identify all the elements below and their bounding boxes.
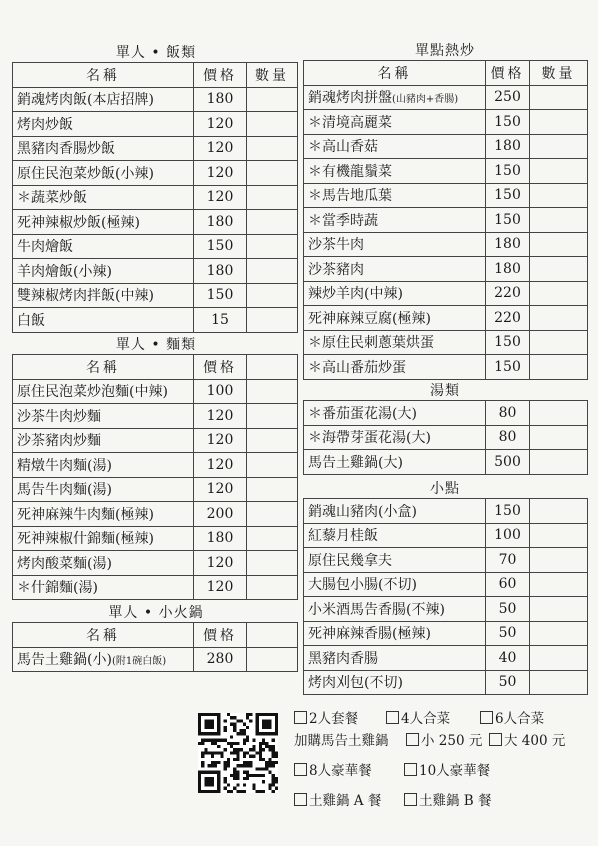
item-name [304,85,486,110]
snack-menu-table [303,498,588,695]
item-name [304,523,486,548]
item-price: 120 [194,185,247,210]
item-name [304,499,486,524]
checkbox-icon[interactable] [404,763,417,776]
option-set-2[interactable]: 2人套餐 [294,707,358,727]
item-name-text: 辣炒羊肉(中辣) [308,286,403,303]
item-name [304,646,486,671]
menu-row [13,234,298,259]
item-price: 100 [194,379,247,404]
item-name-text: 羊肉燴飯(小辣) [17,263,112,280]
item-name-text: 精燉牛肉麵(湯) [17,457,112,474]
quantity-cell[interactable] [530,110,588,135]
item-price: 150 [194,283,247,308]
rice-menu-table [12,62,298,333]
item-price: 120 [194,453,247,478]
item-price: 180 [486,257,530,282]
item-name-text: 沙茶豬肉炒麵 [17,433,101,450]
menu-row [13,379,298,404]
item-name [304,425,486,450]
item-name-text: 死神麻辣豆腐(極辣) [308,310,431,327]
item-name-text: 紅藜月桂飯 [308,528,378,545]
item-name-text: 黑豬肉香腸炒飯 [17,141,115,158]
menu-row [304,548,588,573]
item-name [304,330,486,355]
item-name [13,234,194,259]
quantity-cell[interactable] [530,330,588,355]
item-name [304,134,486,159]
menu-row [304,281,588,306]
item-price: 80 [486,425,530,450]
quantity-cell[interactable] [247,428,298,453]
item-price: 150 [486,330,530,355]
menu-row [13,87,298,112]
option-addon-large[interactable]: 大 400 元 [489,729,565,749]
checkbox-icon[interactable] [386,711,399,724]
item-price: 120 [194,404,247,429]
item-name-text: ＊原住民刺蔥葉烘蛋 [308,335,434,352]
checkbox-icon[interactable] [480,711,493,724]
quantity-cell[interactable] [530,159,588,184]
quantity-cell[interactable] [530,572,588,597]
quantity-cell[interactable] [247,379,298,404]
item-name [304,572,486,597]
quantity-cell[interactable] [530,548,588,573]
quantity-cell[interactable] [247,453,298,478]
menu-row [13,210,298,235]
item-price: 200 [194,502,247,527]
menu-row [304,572,588,597]
item-price: 70 [486,548,530,573]
menu-row [13,428,298,453]
item-note: (附1碗白飯) [111,656,167,668]
option-pot-a[interactable]: 土雞鍋 A 餐 [294,789,381,809]
item-name [13,210,194,235]
item-name-text: 銷魂烤肉飯(本店招牌) [17,92,154,109]
item-name [13,308,194,333]
quantity-cell[interactable] [247,283,298,308]
item-name-text: 馬告土雞鍋(大) [308,454,403,471]
quantity-cell[interactable] [247,575,298,600]
item-price: 150 [486,499,530,524]
soup-section-title: 湯類 [430,383,460,399]
quantity-cell[interactable] [247,259,298,284]
item-price: 80 [486,401,530,426]
menu-row [13,308,298,333]
menu-row [13,404,298,429]
item-price: 50 [486,597,530,622]
menu-row [304,355,588,380]
item-price: 40 [486,646,530,671]
item-name-text: 銷魂烤肉拼盤 [308,90,392,107]
item-price: 60 [486,572,530,597]
menu-row [304,523,588,548]
item-price: 180 [194,259,247,284]
item-price: 180 [194,210,247,235]
item-name [304,401,486,426]
checkbox-icon[interactable] [294,711,307,724]
column-header-price: 價格 [194,355,247,380]
ala-carte-section-title: 單點熱炒 [415,43,475,59]
menu-row [304,183,588,208]
item-name [304,281,486,306]
item-price: 180 [486,134,530,159]
menu-row [13,551,298,576]
noodle-section-title: 單人 • 麵類 [115,337,197,353]
item-name-text: 大腸包小腸(不切) [308,577,417,594]
item-price: 120 [194,428,247,453]
item-name-text: 死神麻辣牛肉麵(極辣) [17,506,154,523]
item-name [13,185,194,210]
column-header-qty [247,623,298,648]
quantity-cell[interactable] [530,85,588,110]
menu-row [304,257,588,282]
quantity-cell[interactable] [530,499,588,524]
item-price: 50 [486,621,530,646]
item-name [13,551,194,576]
item-name [304,621,486,646]
quantity-cell[interactable] [530,281,588,306]
quantity-cell[interactable] [247,551,298,576]
menu-row [304,670,588,695]
quantity-cell[interactable] [530,401,588,426]
quantity-cell[interactable] [530,670,588,695]
item-name-text: 死神辣椒炒飯(極辣) [17,214,140,231]
item-name-text: 沙茶豬肉 [308,261,364,278]
quantity-cell[interactable] [247,185,298,210]
menu-row [304,85,588,110]
qr-code-icon[interactable] [198,713,278,793]
hotpot-section-title: 單人 • 小火鍋 [108,605,204,621]
item-name-text: 死神麻辣香腸(極辣) [308,626,431,643]
item-name-text: 死神辣椒什錦麵(極辣) [17,531,154,548]
column-header-price: 價格 [194,623,247,648]
item-price: 150 [486,208,530,233]
item-name-text: 銷魂山豬肉(小盒) [308,503,417,520]
menu-row [13,502,298,527]
item-price: 15 [194,308,247,333]
quantity-cell[interactable] [247,234,298,259]
item-name-text: ＊清境高麗菜 [308,114,392,131]
item-name [304,355,486,380]
menu-row [13,185,298,210]
item-price: 180 [194,87,247,112]
item-name [13,112,194,137]
quantity-cell[interactable] [247,404,298,429]
item-name [304,232,486,257]
option-pot-b[interactable]: 土雞鍋 B 餐 [404,789,492,809]
item-name [13,647,194,672]
column-header-qty [247,355,298,380]
soup-menu-table [303,400,588,475]
item-name [304,450,486,475]
quantity-cell[interactable] [530,183,588,208]
item-price: 120 [194,136,247,161]
item-name-text: ＊馬告地瓜葉 [308,188,392,205]
item-price: 180 [194,526,247,551]
quantity-cell[interactable] [247,210,298,235]
ala-carte-menu-table [303,60,588,380]
quantity-cell[interactable] [247,526,298,551]
menu-row [304,425,588,450]
item-note: (山豬肉+香腸) [392,94,459,106]
item-name-text: 黑豬肉香腸 [308,650,378,667]
quantity-cell[interactable] [247,161,298,186]
quantity-cell[interactable] [530,646,588,671]
rice-section-title: 單人 • 飯類 [115,45,197,61]
quantity-cell[interactable] [247,477,298,502]
item-price: 150 [194,234,247,259]
item-price: 120 [194,161,247,186]
item-name [13,575,194,600]
item-name-text: 烤肉酸菜麵(湯) [17,555,112,572]
option-set-4[interactable]: 4人合菜 [386,707,450,727]
menu-row [304,646,588,671]
checkbox-icon[interactable] [294,763,307,776]
item-name-text: 沙茶牛肉炒麵 [17,408,101,425]
item-name [13,87,194,112]
item-name-text: ＊高山香菇 [308,139,378,156]
item-price: 100 [486,523,530,548]
quantity-cell[interactable] [530,208,588,233]
item-name [13,502,194,527]
column-header-price: 價格 [486,61,530,86]
item-name [13,526,194,551]
quantity-cell[interactable] [247,87,298,112]
menu-row [13,283,298,308]
menu-row [304,306,588,331]
checkbox-icon[interactable] [406,733,419,746]
checkbox-icon[interactable] [489,733,502,746]
item-name [304,306,486,331]
item-name [304,548,486,573]
item-name [304,257,486,282]
quantity-cell[interactable] [247,112,298,137]
item-name-text: 原住民泡菜炒泡麵(中辣) [17,384,168,401]
quantity-cell[interactable] [247,136,298,161]
item-name [304,597,486,622]
item-name-text: 烤肉炒飯 [17,116,73,133]
item-price: 120 [194,112,247,137]
quantity-cell[interactable] [247,308,298,333]
menu-row [13,575,298,600]
item-name-text: ＊蔬菜炒飯 [17,190,87,207]
item-name-text: 烤肉刈包(不切) [308,675,403,692]
item-price: 220 [486,281,530,306]
item-name [13,477,194,502]
item-price: 120 [194,575,247,600]
item-name-text: 原住民幾拿夫 [308,552,392,569]
menu-row [13,112,298,137]
item-name [13,453,194,478]
quantity-cell[interactable] [530,257,588,282]
item-name-text: 白飯 [17,312,45,329]
item-name-text: 沙茶牛肉 [308,237,364,254]
item-name-text: 馬告土雞鍋(小) [17,652,112,669]
quantity-cell[interactable] [530,425,588,450]
option-addon: 加購馬告土雞鍋 [294,733,389,749]
menu-row [304,159,588,184]
column-header-price: 價格 [194,63,247,88]
item-name [304,159,486,184]
menu-row [13,136,298,161]
hotpot-menu-table [12,622,298,672]
item-name-text: ＊高山番茄炒蛋 [308,359,406,376]
item-name-text: 原住民泡菜炒飯(小辣) [17,165,154,182]
item-price: 150 [486,110,530,135]
quantity-cell[interactable] [247,647,298,672]
column-header-qty: 數量 [530,61,588,86]
item-name-text: ＊當季時蔬 [308,212,378,229]
menu-row [304,134,588,159]
item-name [13,379,194,404]
item-name [304,670,486,695]
item-price: 500 [486,450,530,475]
item-name [304,110,486,135]
option-addon-small[interactable]: 小 250 元 [406,729,482,749]
menu-row [304,401,588,426]
menu-row [304,499,588,524]
option-deluxe-10[interactable]: 10人豪華餐 [404,759,490,779]
item-name [304,208,486,233]
item-name [13,161,194,186]
item-price: 220 [486,306,530,331]
checkbox-icon[interactable] [294,793,307,806]
item-price: 150 [486,355,530,380]
item-name-text: 雙辣椒烤肉拌飯(中辣) [17,288,154,305]
quantity-cell[interactable] [530,232,588,257]
item-name [304,183,486,208]
column-header-name: 名稱 [304,61,486,86]
item-price: 150 [486,183,530,208]
quantity-cell[interactable] [530,306,588,331]
menu-row [304,232,588,257]
menu-row [13,647,298,672]
noodle-menu-table [12,354,298,600]
column-header-name: 名稱 [13,63,194,88]
item-name-text: ＊海帶芽蛋花湯(大) [308,430,431,447]
item-name-text: ＊有機龍鬚菜 [308,163,392,180]
item-name-text: ＊番茄蛋花湯(大) [308,405,417,422]
checkbox-icon[interactable] [404,793,417,806]
quantity-cell[interactable] [530,621,588,646]
item-price: 280 [194,647,247,672]
menu-row [13,161,298,186]
quantity-cell[interactable] [530,450,588,475]
item-price: 150 [486,159,530,184]
item-name-text: 小米酒馬告香腸(不辣) [308,601,445,618]
menu-row [13,477,298,502]
item-name [13,428,194,453]
menu-row [13,259,298,284]
snack-section-title: 小點 [430,481,460,497]
column-header-name: 名稱 [13,355,194,380]
item-price: 180 [486,232,530,257]
menu-row [13,526,298,551]
item-price: 120 [194,551,247,576]
quantity-cell[interactable] [530,523,588,548]
menu-row [304,110,588,135]
menu-row [304,597,588,622]
item-name [13,283,194,308]
item-name [13,136,194,161]
option-deluxe-8[interactable]: 8人豪華餐 [294,759,372,779]
quantity-cell[interactable] [247,502,298,527]
column-header-name: 名稱 [13,623,194,648]
menu-row [13,453,298,478]
item-price: 250 [486,85,530,110]
quantity-cell[interactable] [530,355,588,380]
quantity-cell[interactable] [530,134,588,159]
item-name [13,259,194,284]
menu-row [304,208,588,233]
menu-row [304,621,588,646]
menu-row [304,450,588,475]
menu-row [304,330,588,355]
item-name-text: ＊什錦麵(湯) [17,580,98,597]
column-header-qty: 數量 [247,63,298,88]
item-name-text: 馬告牛肉麵(湯) [17,482,112,499]
item-price: 120 [194,477,247,502]
item-price: 50 [486,670,530,695]
item-name-text: 牛肉燴飯 [17,239,73,256]
quantity-cell[interactable] [530,597,588,622]
option-set-6[interactable]: 6人合菜 [480,707,544,727]
item-name [13,404,194,429]
